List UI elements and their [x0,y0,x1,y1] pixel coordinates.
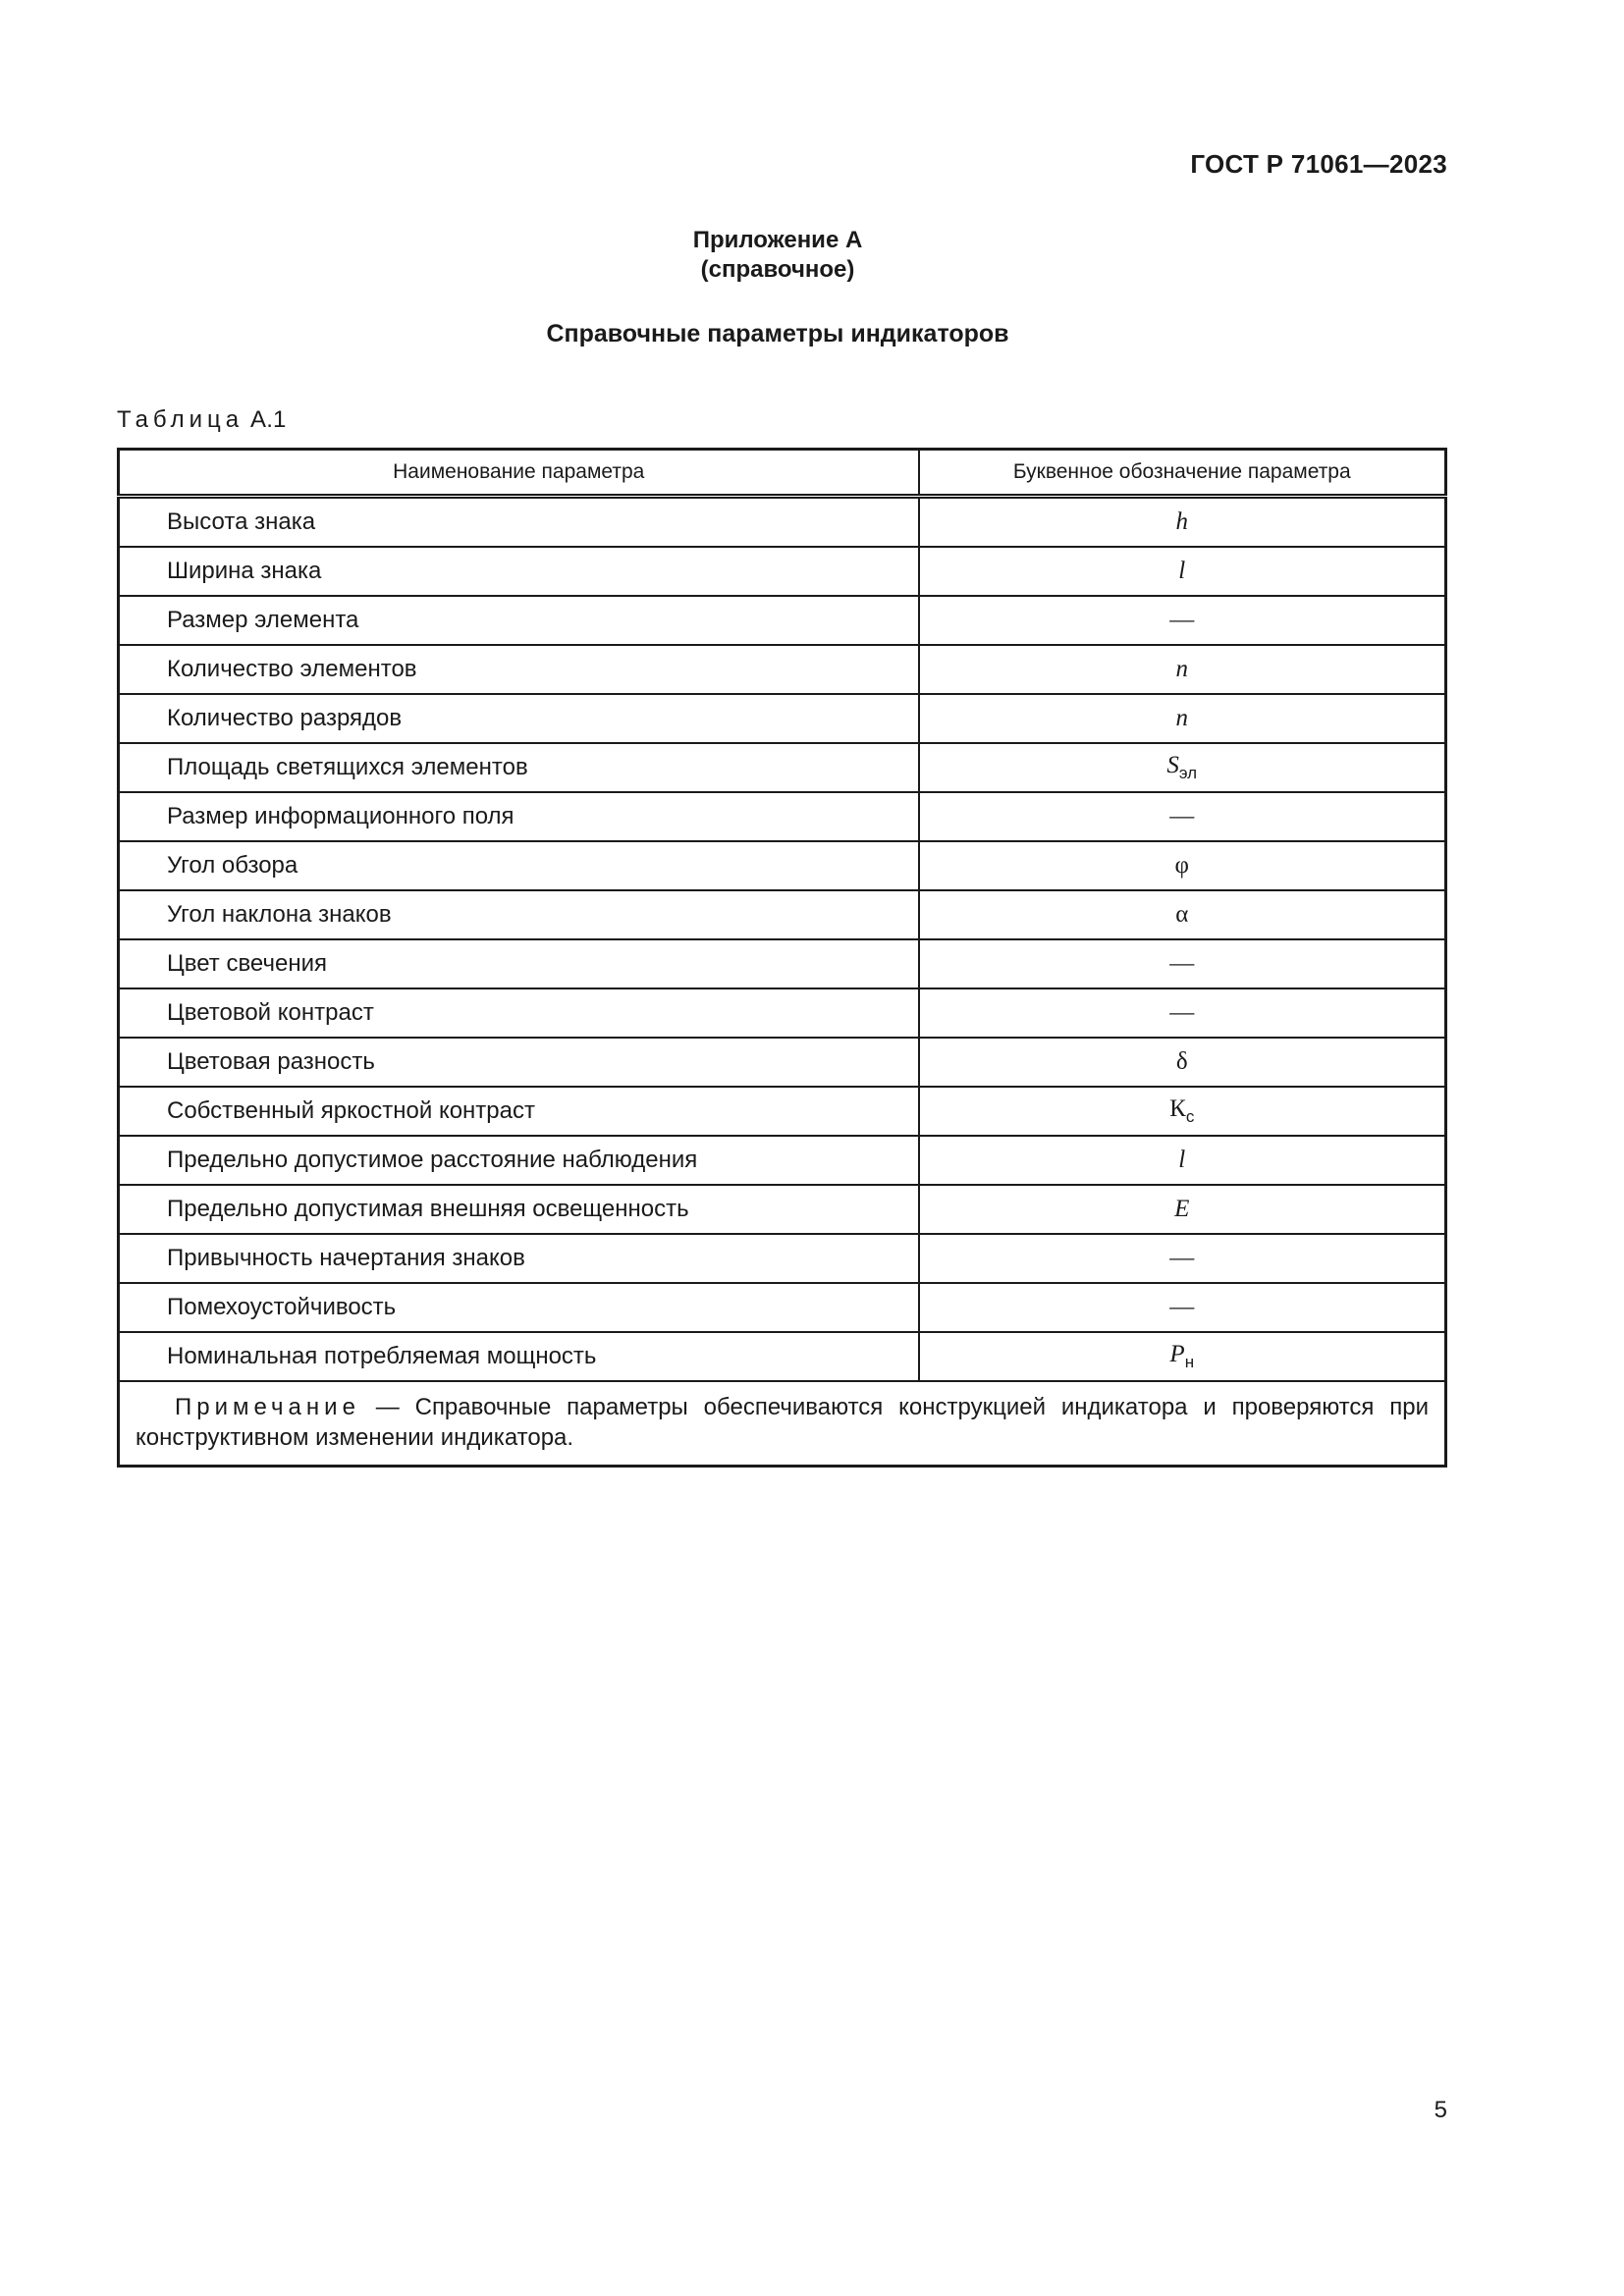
parameter-symbol [919,1185,1446,1234]
symbol-letter: l [1178,1147,1186,1173]
symbol-letter: δ [1175,1048,1188,1075]
symbol-letter: l [1178,558,1186,584]
parameter-name: Собственный яркостной контраст [119,1087,919,1136]
column-header-symbol: Буквенное обозначение параметра [919,450,1446,497]
table-caption-number: А.1 [249,406,287,433]
symbol-letter: E [1174,1196,1190,1222]
symbol-letter: — [1169,1245,1195,1271]
table-row [119,792,1446,841]
note-text: — Справочные параметры обеспечиваются конструкцией индикатора и проверяются при конструктивном изменении индикатора. [135,1394,1429,1451]
table-row [119,547,1446,596]
parameter-name: Предельно допустимая внешняя освещенность [119,1185,919,1234]
parameter-symbol [919,1136,1446,1185]
symbol-letter: — [1169,607,1195,633]
column-header-name: Наименование параметра [119,450,919,497]
table-row [119,1234,1446,1283]
table-caption-label: Таблица [117,406,244,433]
parameter-name: Размер элемента [119,596,919,645]
table-row [119,890,1446,939]
parameter-name: Цветовой контраст [119,988,919,1038]
symbol-letter: S [1166,752,1179,778]
parameter-name: Ширина знака [119,547,919,596]
parameter-symbol [919,1283,1446,1332]
note-label: Примечание [175,1394,360,1420]
parameter-name: Площадь светящихся элементов [119,743,919,792]
symbol-letter: α [1175,901,1189,928]
note-row [119,1381,1446,1467]
parameter-name: Высота знака [119,497,919,548]
parameter-symbol [919,547,1446,596]
symbol-letter: — [1169,950,1195,977]
symbol-letter: n [1175,656,1188,682]
table-caption [117,406,287,434]
page-number: 5 [1434,2097,1447,2123]
parameter-symbol [919,841,1446,890]
parameter-symbol [919,596,1446,645]
symbol-subscript: эл [1178,764,1198,782]
parameter-symbol [919,1332,1446,1381]
table-row [119,1283,1446,1332]
parameter-name: Размер информационного поля [119,792,919,841]
table-row [119,596,1446,645]
table-row [119,939,1446,988]
appendix-heading [0,226,1555,285]
symbol-subscript: н [1184,1353,1195,1371]
parameter-symbol [919,988,1446,1038]
table-row [119,694,1446,743]
symbol-letter: — [1169,803,1195,829]
table-row [119,743,1446,792]
parameter-name: Количество разрядов [119,694,919,743]
parameter-name: Угол обзора [119,841,919,890]
symbol-subscript: с [1185,1107,1195,1126]
appendix-title: Приложение А [692,227,863,253]
table-row [119,1185,1446,1234]
parameter-symbol [919,645,1446,694]
table-note [119,1381,1446,1467]
parameter-symbol [919,1038,1446,1087]
parameter-name: Привычность начертания знаков [119,1234,919,1283]
table-row [119,988,1446,1038]
parameter-symbol [919,694,1446,743]
table-row [119,645,1446,694]
symbol-letter: — [1169,1294,1195,1320]
parameter-symbol [919,792,1446,841]
table-row [119,497,1446,548]
symbol-letter: φ [1174,852,1189,879]
parameter-name: Предельно допустимое расстояние наблюдения [119,1136,919,1185]
parameter-symbol [919,1087,1446,1136]
parameter-symbol [919,1234,1446,1283]
parameter-symbol [919,743,1446,792]
parameters-table [117,448,1447,1468]
parameter-name: Номинальная потребляемая мощность [119,1332,919,1381]
parameter-symbol [919,939,1446,988]
parameter-name: Количество элементов [119,645,919,694]
symbol-letter: P [1169,1341,1185,1367]
parameter-name: Угол наклона знаков [119,890,919,939]
standard-number: ГОСТ Р 71061—2023 [1190,149,1447,179]
parameter-name: Цвет свечения [119,939,919,988]
symbol-letter: n [1175,705,1188,731]
section-title: Справочные параметры индикаторов [546,320,1009,347]
parameter-symbol [919,497,1446,548]
symbol-letter: — [1169,999,1195,1026]
table-row [119,841,1446,890]
parameter-name: Помехоустойчивость [119,1283,919,1332]
table-row [119,1038,1446,1087]
table-row [119,1332,1446,1381]
symbol-letter: h [1175,508,1188,535]
table-header-row [119,450,1446,497]
appendix-kind: (справочное) [700,256,855,283]
symbol-letter: К [1169,1095,1186,1122]
parameter-name: Цветовая разность [119,1038,919,1087]
table-row [119,1136,1446,1185]
parameter-symbol [919,890,1446,939]
table-row [119,1087,1446,1136]
